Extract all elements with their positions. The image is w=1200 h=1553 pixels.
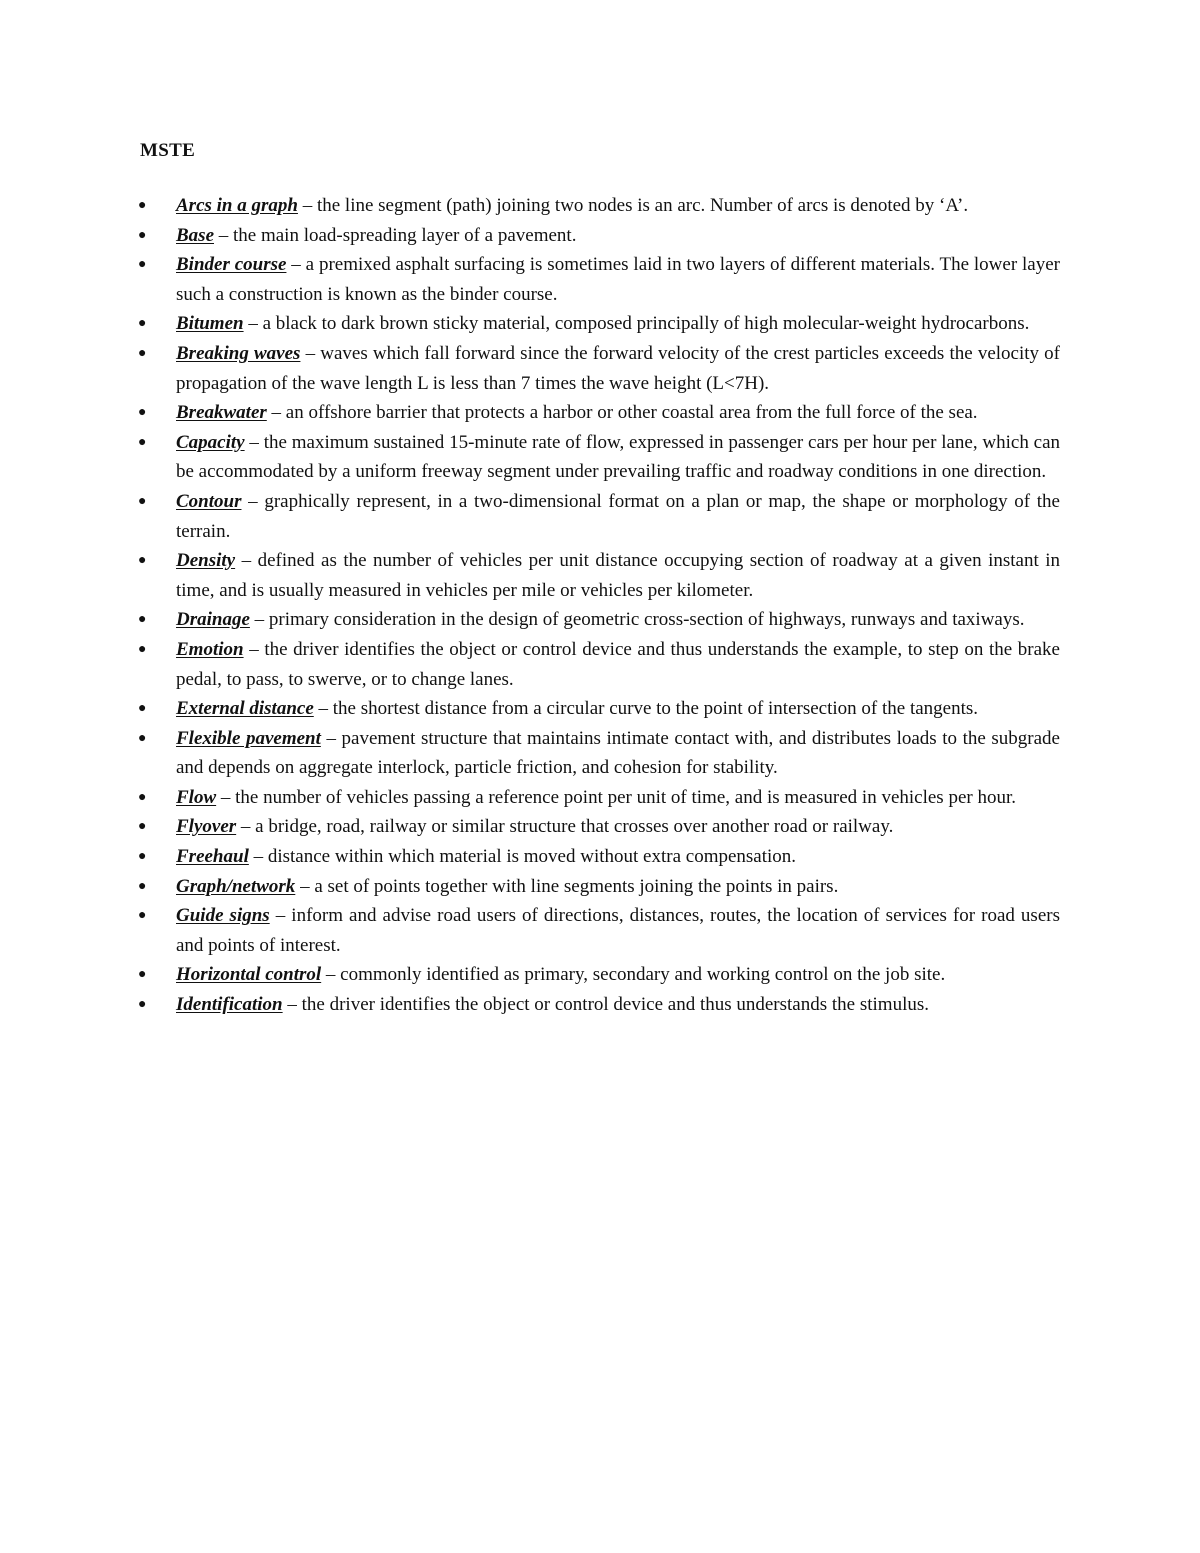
bullet-icon: ● <box>138 967 147 983</box>
glossary-entry <box>138 605 1060 635</box>
glossary-term: Arcs in a graph <box>176 195 298 216</box>
glossary-term: Graph/network <box>176 875 296 897</box>
glossary-entry <box>138 250 1060 309</box>
glossary-entry <box>138 960 1060 990</box>
glossary-definition: – the main load-spreading layer of a pavement. <box>214 224 577 246</box>
glossary-definition: – graphically represent, in a two-dimensional format on a plan or map, the shape or morphology of the terrain. <box>176 490 1060 542</box>
bullet-icon: ● <box>138 908 147 924</box>
glossary-entry <box>138 339 1060 398</box>
glossary-term: Flyover <box>176 816 237 838</box>
glossary-term: Flexible pavement <box>176 727 321 749</box>
glossary-definition: – distance within which material is moved without extra compensation. <box>248 846 797 868</box>
bullet-icon: ● <box>138 345 147 361</box>
glossary-term: Binder course <box>176 254 287 276</box>
glossary-entry <box>138 546 1060 605</box>
glossary-term: Bitumen <box>176 313 244 335</box>
glossary-entry <box>138 724 1060 783</box>
glossary-entry <box>138 309 1060 339</box>
bullet-icon: ● <box>138 553 147 569</box>
bullet-icon: ● <box>138 405 147 421</box>
bullet-icon: ● <box>138 701 147 717</box>
glossary-term: Identification <box>176 994 283 1016</box>
glossary-definition: – the maximum sustained 15-minute rate of flow, expressed in passenger cars per hour per lane, which can be accommodated by a uniform freeway segment under prevailing traffic and roadway conditions in one direction. <box>176 431 1060 483</box>
bullet-icon: ● <box>138 612 147 628</box>
glossary-term: Breaking waves <box>176 342 301 364</box>
glossary-entry <box>138 694 1060 724</box>
glossary-term: Horizontal control <box>176 964 322 986</box>
bullet-icon: ● <box>138 997 147 1013</box>
glossary-term: Freehaul <box>176 846 249 868</box>
bullet-icon: ● <box>138 257 147 273</box>
bullet-icon: ● <box>138 198 147 213</box>
glossary-entry <box>138 901 1060 960</box>
glossary-entry <box>138 487 1060 546</box>
glossary-definition: – a premixed asphalt surfacing is sometimes laid in two layers of different materials. The lower layer such a construction is known as the binder course. <box>176 254 1060 305</box>
glossary-definition: – the driver identifies the object or control device and thus understands the stimulus. <box>282 994 929 1016</box>
glossary-term: Breakwater <box>176 402 267 424</box>
bullet-icon: ● <box>138 227 147 243</box>
glossary-entry <box>138 221 1060 251</box>
glossary-term: Drainage <box>176 609 250 631</box>
glossary-entry <box>138 842 1060 872</box>
glossary-definition: – waves which fall forward since the forward velocity of the crest particles exceeds the velocity of propagation of the wave length L is less than 7 times the wave height (L<7H). <box>176 342 1061 394</box>
glossary-entry <box>138 812 1060 842</box>
glossary-definition: – a set of points together with line segments joining the points in pairs. <box>295 875 839 897</box>
glossary-entry <box>138 872 1060 902</box>
glossary-term: Density <box>176 550 236 572</box>
glossary-entry <box>138 191 1060 221</box>
glossary-entry <box>138 783 1060 813</box>
glossary-definition: – a bridge, road, railway or similar structure that crosses over another road or railway. <box>236 816 894 838</box>
glossary-definition: – primary consideration in the design of geometric cross-section of highways, runways and taxiways. <box>249 609 1025 631</box>
glossary-definition: – the shortest distance from a circular curve to the point of intersection of the tangents. <box>313 698 979 720</box>
bullet-icon: ● <box>138 878 147 894</box>
glossary-definition: – commonly identified as primary, secondary and working control on the job site. <box>321 964 946 986</box>
bullet-icon: ● <box>138 789 147 805</box>
glossary-definition: – the number of vehicles passing a reference point per unit of time, and is measured in vehicles per hour. <box>216 786 1016 808</box>
bullet-icon: ● <box>138 493 147 509</box>
glossary-term: Guide signs <box>176 905 270 927</box>
glossary-entry <box>138 635 1060 694</box>
glossary-term: Emotion <box>176 638 244 660</box>
glossary-entry <box>138 428 1060 487</box>
bullet-icon: ● <box>138 641 147 657</box>
glossary-term: Contour <box>176 490 242 512</box>
glossary-entry <box>138 398 1060 428</box>
glossary-definition: – the driver identifies the object or control device and thus understands the example, to step on the brake pedal, to pass, to swerve, or to change lanes. <box>176 638 1060 690</box>
glossary-definition: – defined as the number of vehicles per unit distance occupying section of roadway at a given instant in time, and is usually measured in vehicles per mile or vehicles per kilometer. <box>176 550 1060 601</box>
glossary-definition: – inform and advise road users of directions, distances, routes, the location of services for road users and points of interest. <box>176 905 1060 956</box>
glossary-definition: – an offshore barrier that protects a harbor or other coastal area from the full force of the sea. <box>266 402 978 424</box>
document-title: MSTE <box>140 140 196 161</box>
glossary-term: Base <box>176 224 214 246</box>
glossary-list <box>138 191 1060 1020</box>
glossary-definition: – pavement structure that maintains intimate contact with, and distributes loads to the subgrade and depends on aggregate interlock, particle friction, and cohesion for stability. <box>176 727 1060 779</box>
glossary-term: External distance <box>176 698 314 720</box>
bullet-icon: ● <box>138 434 147 450</box>
glossary-definition: – a black to dark brown sticky material, composed principally of high molecular-weight hydrocarbons. <box>243 313 1030 335</box>
bullet-icon: ● <box>138 849 147 865</box>
bullet-icon: ● <box>138 730 147 746</box>
glossary-entry <box>138 990 1060 1020</box>
glossary-definition: – the line segment (path) joining two nodes is an arc. Number of arcs is denoted by ‘A’. <box>297 195 969 216</box>
glossary-term: Flow <box>176 786 217 808</box>
bullet-icon: ● <box>138 316 147 332</box>
bullet-icon: ● <box>138 819 147 835</box>
glossary-term: Capacity <box>176 431 245 453</box>
